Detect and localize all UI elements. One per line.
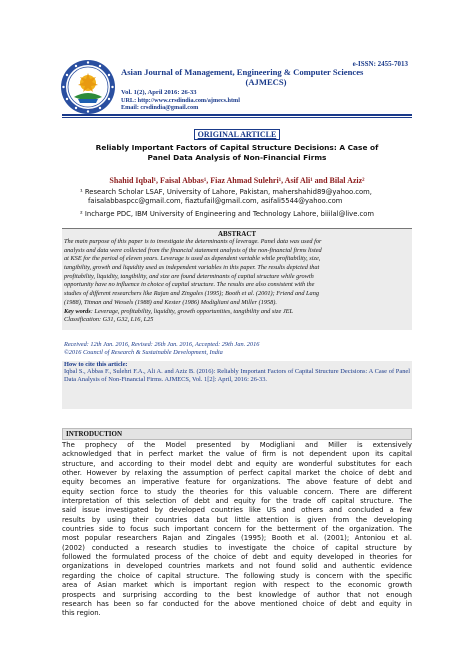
keywords-line (64, 308, 410, 317)
abstract-line: studies of different researchers like Rajan and Zingales (1995); Booth et al. (2001); Friend and Lang (64, 290, 319, 298)
keywords: : Leverage, profitability, liquidity, growth opportunities, tangibility and size JEL (90, 307, 294, 315)
body-line: (2002) conducted a research studies to investigate the choice of capital structure by (62, 543, 412, 552)
body-line: interpretation of this selection of debt and equity for the trade off capital structure. The (62, 497, 412, 506)
journal-volume: Vol. 1(2), April 2016: 26-33 (121, 89, 197, 96)
body-line: area of Asian market which is important region with respect to the economic growth (62, 581, 412, 590)
keywords-label: Key words (64, 307, 91, 315)
abstract-line: analysis and data were collected from the financial statement analysis of the non-financial firms listed (64, 246, 322, 254)
affiliation-1 (80, 188, 460, 207)
abstract-line: profitability, liquidity, tangibility, and size are found determinants of capital structure while growth (64, 272, 314, 280)
article-type-label: ORIGINAL ARTICLE (194, 129, 281, 140)
journal-email[interactable]: Email: crsdindia@gmail.com (121, 104, 199, 111)
article-dates (64, 341, 259, 358)
affiliation-1-line-2: faisalabbaspcc@gmail.com, fiaztufail@gmail.com, asifali5544@yahoo.com (88, 197, 343, 206)
introduction-body (62, 441, 412, 619)
society-seal-icon (60, 59, 116, 115)
body-line: other. However by relaxing the assumption of perfect capital market the choice of debt and (62, 469, 412, 478)
jel-classification: Classification: G31, G32, L16, L25 (64, 316, 154, 324)
body-line: said issue investigated by developed countries like US and others and concluded a few (62, 506, 412, 515)
abstract-line: opportunity have no influence in choice of capital structure. The results are also consistent with the (64, 281, 315, 289)
abstract-line: (1988), Titman and Wessels (1988) and Kester (1986) Modigliani and Miller (1958). (64, 298, 277, 306)
body-line: structure, and according to their model debt and equity are wonderful substitutes for each (62, 459, 412, 468)
body-line: regarding the choice of capital structure. The following study is concern with the specific (62, 571, 412, 580)
body-line: followed the formulated process of the choice of debt and equity developed in theories for (62, 553, 412, 562)
abstract-box (62, 228, 412, 330)
abstract-line: The main purpose of this paper is to investigate the determinants of leverage. Panel data was used for (64, 238, 322, 245)
body-line: organizations in developed countries markets and not found solid and authentic evidence (62, 562, 412, 571)
abstract-line: at KSE for the period of eleven years. Leverage is used as dependent variable while profitability, size, (64, 255, 321, 263)
journal-abbr: (AJMECS) (245, 77, 287, 88)
body-line: equity section force to study the theories for this valuable concern. There are different (62, 487, 412, 496)
body-line: countries side to focus such important concern for the betterment of the organization. The (62, 525, 412, 534)
abstract-text (62, 238, 412, 330)
citation-text: Iqbal S., Abbas F., Sulehri F.A., Ali A. and Aziz B. (2016): Reliably Important Factors of Capital Structure Decisions: A Case of Panel Data Analysis of Non-Financial Firms. AJMECS, Vol. 1[2]: April, 2016: 26-33. (64, 368, 410, 384)
article-type (0, 124, 474, 142)
body-line: most popular researchers Rajan and Zingales (1995); Booth et al. (2001); Antoniou et al. (62, 534, 412, 543)
author-list: Shahid Iqbal¹, Faisal Abbas¹, Fiaz Ahmad Sulehri¹, Asif Ali¹ and Bilal Aziz² (109, 176, 365, 185)
journal-url[interactable]: URL: http://www.crsdindia.com/ajmecs.html (121, 97, 240, 104)
copyright: ©2016 Council of Research & Sustainable Development, India (64, 349, 223, 357)
abstract-line: tangibility, growth and liquidity used as independent variables in this paper. The results depicted that (64, 264, 320, 272)
body-line: acknowledged that in perfect market the value of firm is not dependent upon its capital (62, 450, 412, 459)
body-line: The prophecy of the Model presented by Modigliani and Miller is extensively (62, 441, 412, 449)
body-line: equity becomes an imperative feature for organizations. The above feature of debt and (62, 478, 412, 487)
journal-name: Asian Journal of Management, Engineering & Computer Sciences (121, 67, 364, 77)
received-dates: Received: 12th Jan. 2016, Revised: 26th Jan. 2016, Accepted: 29th Jan. 2016 (64, 341, 260, 348)
body-line: results by using their countries data but little attention is given from the developing (62, 515, 412, 524)
affiliation-1-line-1: ¹ Research Scholar LSAF, University of Lahore, Pakistan, mahershahid89@yahoo.com, (80, 188, 372, 196)
header-divider (62, 114, 412, 116)
abstract-heading: ABSTRACT (217, 230, 257, 238)
paper-title: Reliably Important Factors of Capital Structure Decisions: A Case of Panel Data Analysis of Non-Financial Firms (95, 143, 379, 162)
citation-box (62, 361, 412, 409)
citation-heading: How to cite this article: (64, 361, 128, 368)
body-line: research has been so far conducted for the above mentioned choice of debt and equity in (62, 599, 412, 608)
journal-title (121, 68, 411, 87)
body-line: prospects and surprising according to the best knowledge of author that not enough (62, 590, 412, 599)
body-line: this region. (62, 609, 101, 618)
journal-header (0, 0, 474, 128)
affiliation-2: ² Incharge PDC, IBM University of Engineering and Technology Lahore, biiilal@live.com (80, 210, 375, 218)
issn: e-ISSN: 2455-7013 (352, 60, 408, 68)
introduction-heading: INTRODUCTION (62, 428, 412, 440)
header-divider-thin (62, 117, 412, 118)
